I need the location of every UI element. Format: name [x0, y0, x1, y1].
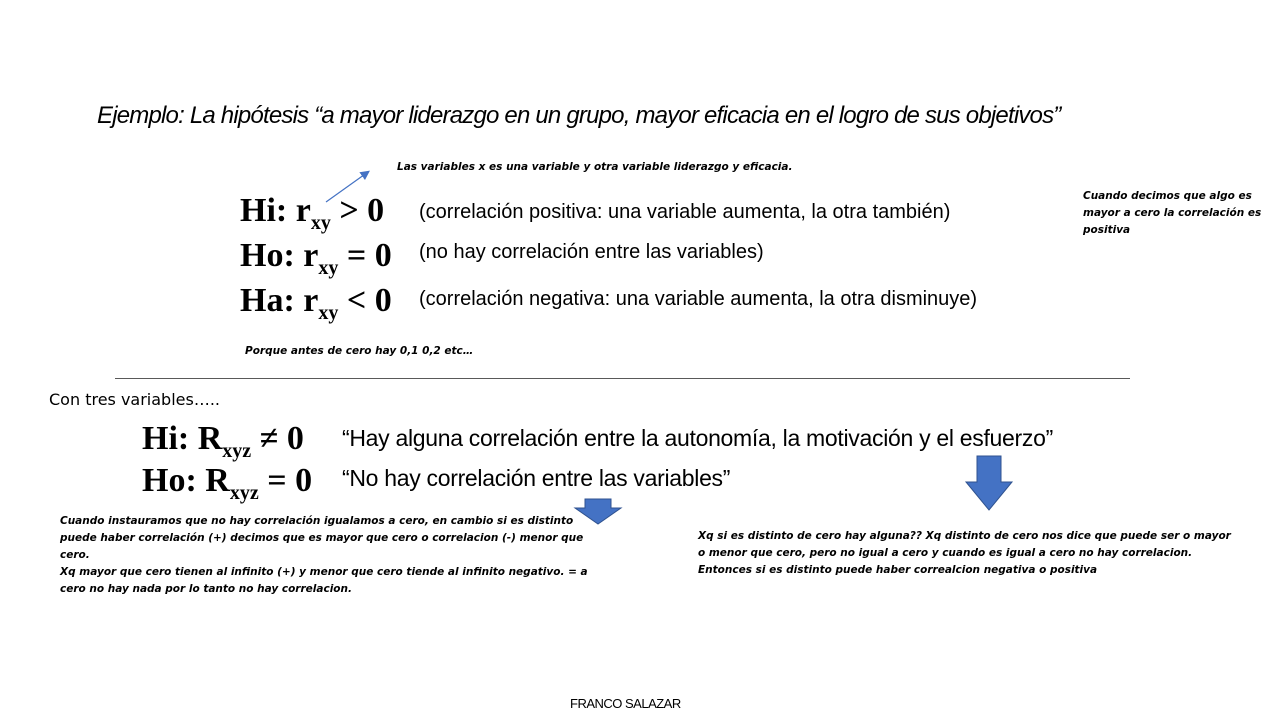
- ho-three-description: “No hay correlación entre las variables”: [342, 465, 731, 491]
- three-var-heading: Con tres variables…..: [49, 390, 221, 409]
- hi-formula: Hi: $r_{xy} > 0$: [240, 192, 385, 234]
- before-zero-note: Porque antes de cero hay 0,1 0,2 etc…: [245, 345, 474, 357]
- footer-author: FRANCO SALAZAR: [570, 696, 681, 711]
- divider: [115, 378, 1130, 379]
- ha-formula: Ha: $r_{xy} < 0$: [240, 282, 392, 324]
- hi-three-description: “Hay alguna correlación entre la autonomía, la motivación y el esfuerzo”: [342, 425, 1053, 451]
- down-arrow-icon: [964, 455, 1014, 512]
- ho-three-formula: Ho: $R_{xyz} = 0$: [142, 462, 313, 504]
- slide-title: Ejemplo: La hipótesis “a mayor liderazgo en un grupo, mayor eficacia en el logro de sus objetivos”: [97, 102, 1061, 129]
- variables-note: Las variables x es una variable y otra variable liderazgo y eficacia.: [397, 161, 793, 173]
- hi-description: (correlación positiva: una variable aumenta, la otra también): [419, 201, 951, 223]
- hi-three-formula: Hi: $R_{xyz} \ne 0$: [142, 420, 304, 462]
- right-note: Xq si es distinto de cero hay alguna?? Xq distinto de cero nos dice que puede ser o mayor o menor que cero, pero no igual a cero y cuando es igual a cero no hay correlacion. Entonces si es distinto puede haber correalcion negativa o positiva: [698, 530, 1231, 576]
- ho-formula: Ho: $r_{xy} = 0$: [240, 237, 392, 279]
- left-note: Cuando instauramos que no hay correlación igualamos a cero, en cambio si es distinto puede haber correlación (+) decimos que es mayor que cero o correlacion (-) menor que cero. Xq mayor que cero tienen al infinito (+) y menor que cero tiende al infinito negativo. = a cero no hay nada por lo tanto no hay correlacion.: [60, 515, 588, 595]
- ha-description: (correlación negativa: una variable aumenta, la otra disminuye): [419, 288, 978, 310]
- ho-description: (no hay correlación entre las variables): [419, 241, 764, 263]
- side-note: Cuando decimos que algo es mayor a cero la correlación es positiva: [1083, 190, 1262, 236]
